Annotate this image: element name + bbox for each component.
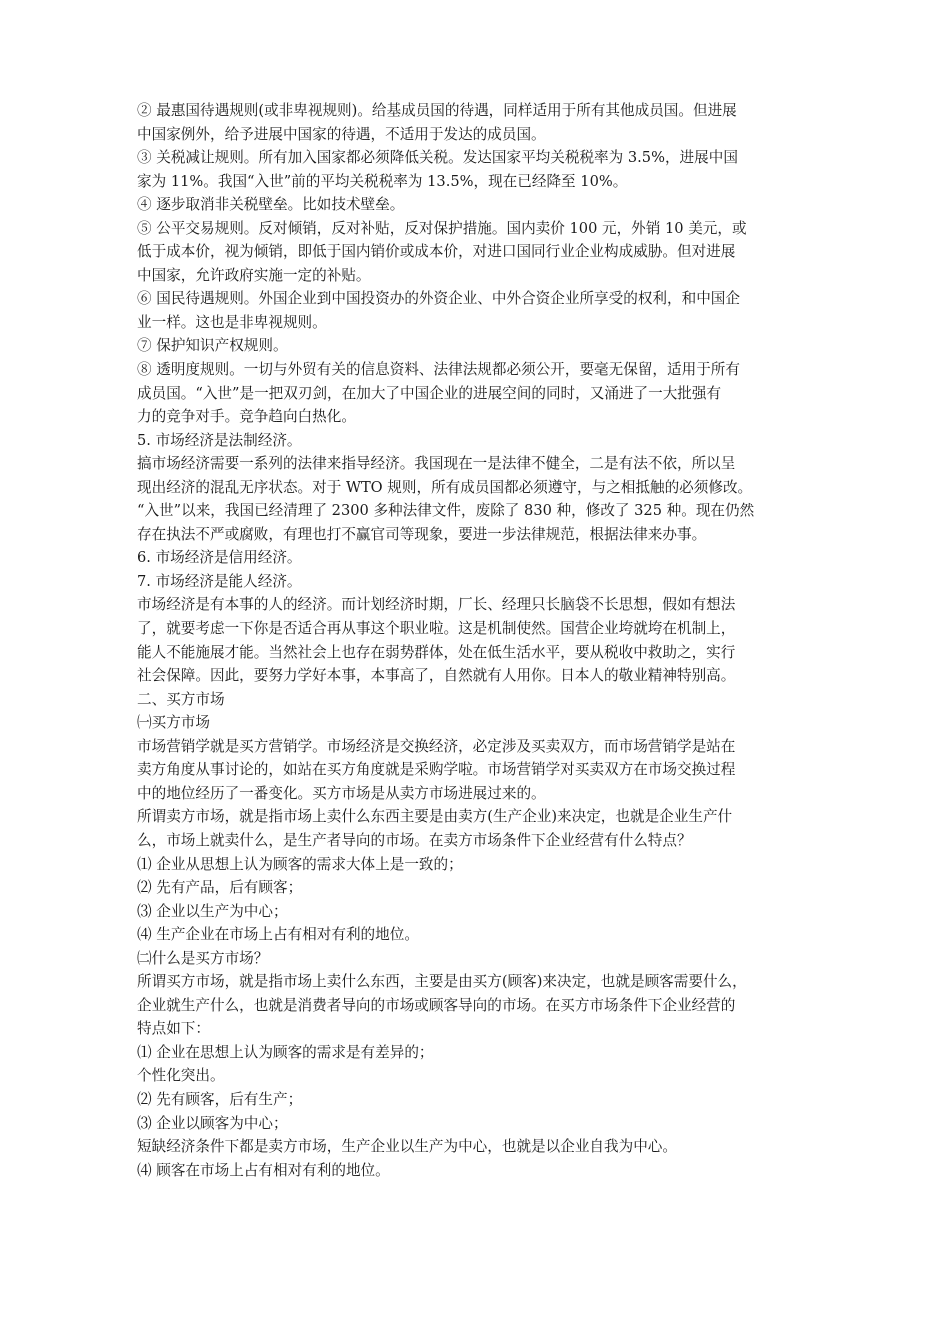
- subsection-heading: ㈠买方市场: [137, 714, 210, 732]
- text-line: 企业就生产什么，也就是消费者导向的市场或顾客导向的市场。在买方市场条件下企业经营的: [137, 996, 736, 1014]
- text-line: 力的竞争对手。竞争趋向白热化。: [137, 408, 356, 426]
- text-line: ④ 逐步取消非关税壁垒。比如技术壁垒。: [137, 196, 405, 214]
- text-line: 短缺经济条件下都是卖方市场，生产企业以生产为中心，也就是以企业自我为中心。: [137, 1138, 677, 1156]
- text-line: ⑤ 公平交易规则。反对倾销，反对补贴，反对保护措施。国内卖价 100 元，外销 10 美元，或: [137, 219, 747, 237]
- text-line: “入世”以来，我国已经清理了 2300 多种法律文件，废除了 830 种，修改了 325 种。现在仍然: [137, 502, 755, 520]
- text-line: 家为 11%。我国“入世”前的平均关税税率为 13.5%，现在已经降至 10%。: [137, 172, 628, 190]
- list-item: ⑵ 先有产品，后有顾客；: [137, 879, 303, 897]
- text-line: 低于成本价，视为倾销，即低于国内销价或成本价，对进口国同行业企业构成威胁。但对进展: [137, 243, 736, 261]
- text-line: 所谓买方市场，就是指市场上卖什么东西，主要是由买方(顾客)来决定，也就是顾客需要什么，: [137, 973, 747, 991]
- text-line: 中国家，允许政府实施一定的补贴。: [137, 266, 371, 284]
- section-heading: 6. 市场经济是信用经济。: [137, 549, 302, 567]
- list-item: ⑵ 先有顾客，后有生产；: [137, 1090, 303, 1108]
- text-line: 卖方角度从事讨论的，如站在买方角度就是采购学啦。市场营销学对买卖双方在市场交换过程: [137, 761, 736, 779]
- text-line: 特点如下：: [137, 1020, 210, 1038]
- list-item: ⑴ 企业在思想上认为顾客的需求是有差异的；: [137, 1043, 434, 1061]
- list-item: ⑷ 顾客在市场上占有相对有利的地位。: [137, 1161, 390, 1179]
- document-page: [137, 99, 867, 1182]
- text-line: 市场经济是有本事的人的经济。而计划经济时期，厂长、经理只长脑袋不长思想，假如有想法: [137, 596, 736, 614]
- text-line: 了，就要考虑一下你是否适合再从事这个职业啦。这是机制使然。国营企业垮就垮在机制上，: [137, 620, 736, 638]
- text-line: 业一样。这也是非卑视规则。: [137, 313, 327, 331]
- subsection-heading: ㈡什么是买方市场？: [137, 949, 269, 967]
- list-item: ⑴ 企业从思想上认为顾客的需求大体上是一致的；: [137, 855, 463, 873]
- text-line: 中国家例外，给予进展中国家的待遇，不适用于发达的成员国。: [137, 125, 546, 143]
- text-line: ③ 关税减让规则。所有加入国家都必须降低关税。发达国家平均关税税率为 3.5%，进展中国: [137, 149, 738, 167]
- text-line: 存在执法不严或腐败，有理也打不赢官司等现象，要进一步法律规范，根据法律来办事。: [137, 525, 707, 543]
- text-line: 中的地位经历了一番变化。买方市场是从卖方市场进展过来的。: [137, 784, 546, 802]
- section-heading: 5. 市场经济是法制经济。: [137, 431, 302, 449]
- section-heading: 7. 市场经济是能人经济。: [137, 572, 302, 590]
- text-line: 么，市场上就卖什么，是生产者导向的市场。在卖方市场条件下企业经营有什么特点？: [137, 831, 692, 849]
- list-item: ⑶ 企业以顾客为中心；: [137, 1114, 288, 1132]
- text-line: 社会保障。因此，要努力学好本事，本事高了，自然就有人用你。日本人的敬业精神特别高。: [137, 667, 736, 685]
- text-line: 成员国。“入世”是一把双刃剑，在加大了中国企业的进展空间的同时，又涌进了一大批强有: [137, 384, 722, 402]
- list-item: ⑶ 企业以生产为中心；: [137, 902, 288, 920]
- text-line: 搞市场经济需要一系列的法律来指导经济。我国现在一是法律不健全，二是有法不依，所以呈: [137, 455, 736, 473]
- list-item: ⑷ 生产企业在市场上占有相对有利的地位。: [137, 926, 419, 944]
- text-line: ⑧ 透明度规则。一切与外贸有关的信息资料、法律法规都必须公开，要毫无保留，适用于所有: [137, 361, 740, 379]
- text-line: 个性化突出。: [137, 1067, 225, 1085]
- text-line: ⑦ 保护知识产权规则。: [137, 337, 288, 355]
- text-line: 能人不能施展才能。当然社会上也存在弱势群体，处在低生活水平，要从税收中救助之，实行: [137, 643, 736, 661]
- text-line: ② 最惠国待遇规则(或非卑视规则)。给基成员国的待遇，同样适用于所有其他成员国。但进展: [137, 102, 737, 119]
- text-line: ⑥ 国民待遇规则。外国企业到中国投资办的外资企业、中外合资企业所享受的权利，和中国企: [137, 290, 740, 308]
- section-heading: 二、买方市场: [137, 690, 225, 708]
- text-line: 所谓卖方市场，就是指市场上卖什么东西主要是由卖方(生产企业)来决定，也就是企业生产什: [137, 808, 733, 826]
- text-line: 市场营销学就是买方营销学。市场经济是交换经济，必定涉及买卖双方，而市场营销学是站在: [137, 737, 736, 755]
- text-line: 现出经济的混乱无序状态。对于 WTO 规则，所有成员国都必须遵守，与之相抵触的必须修改。: [137, 478, 753, 496]
